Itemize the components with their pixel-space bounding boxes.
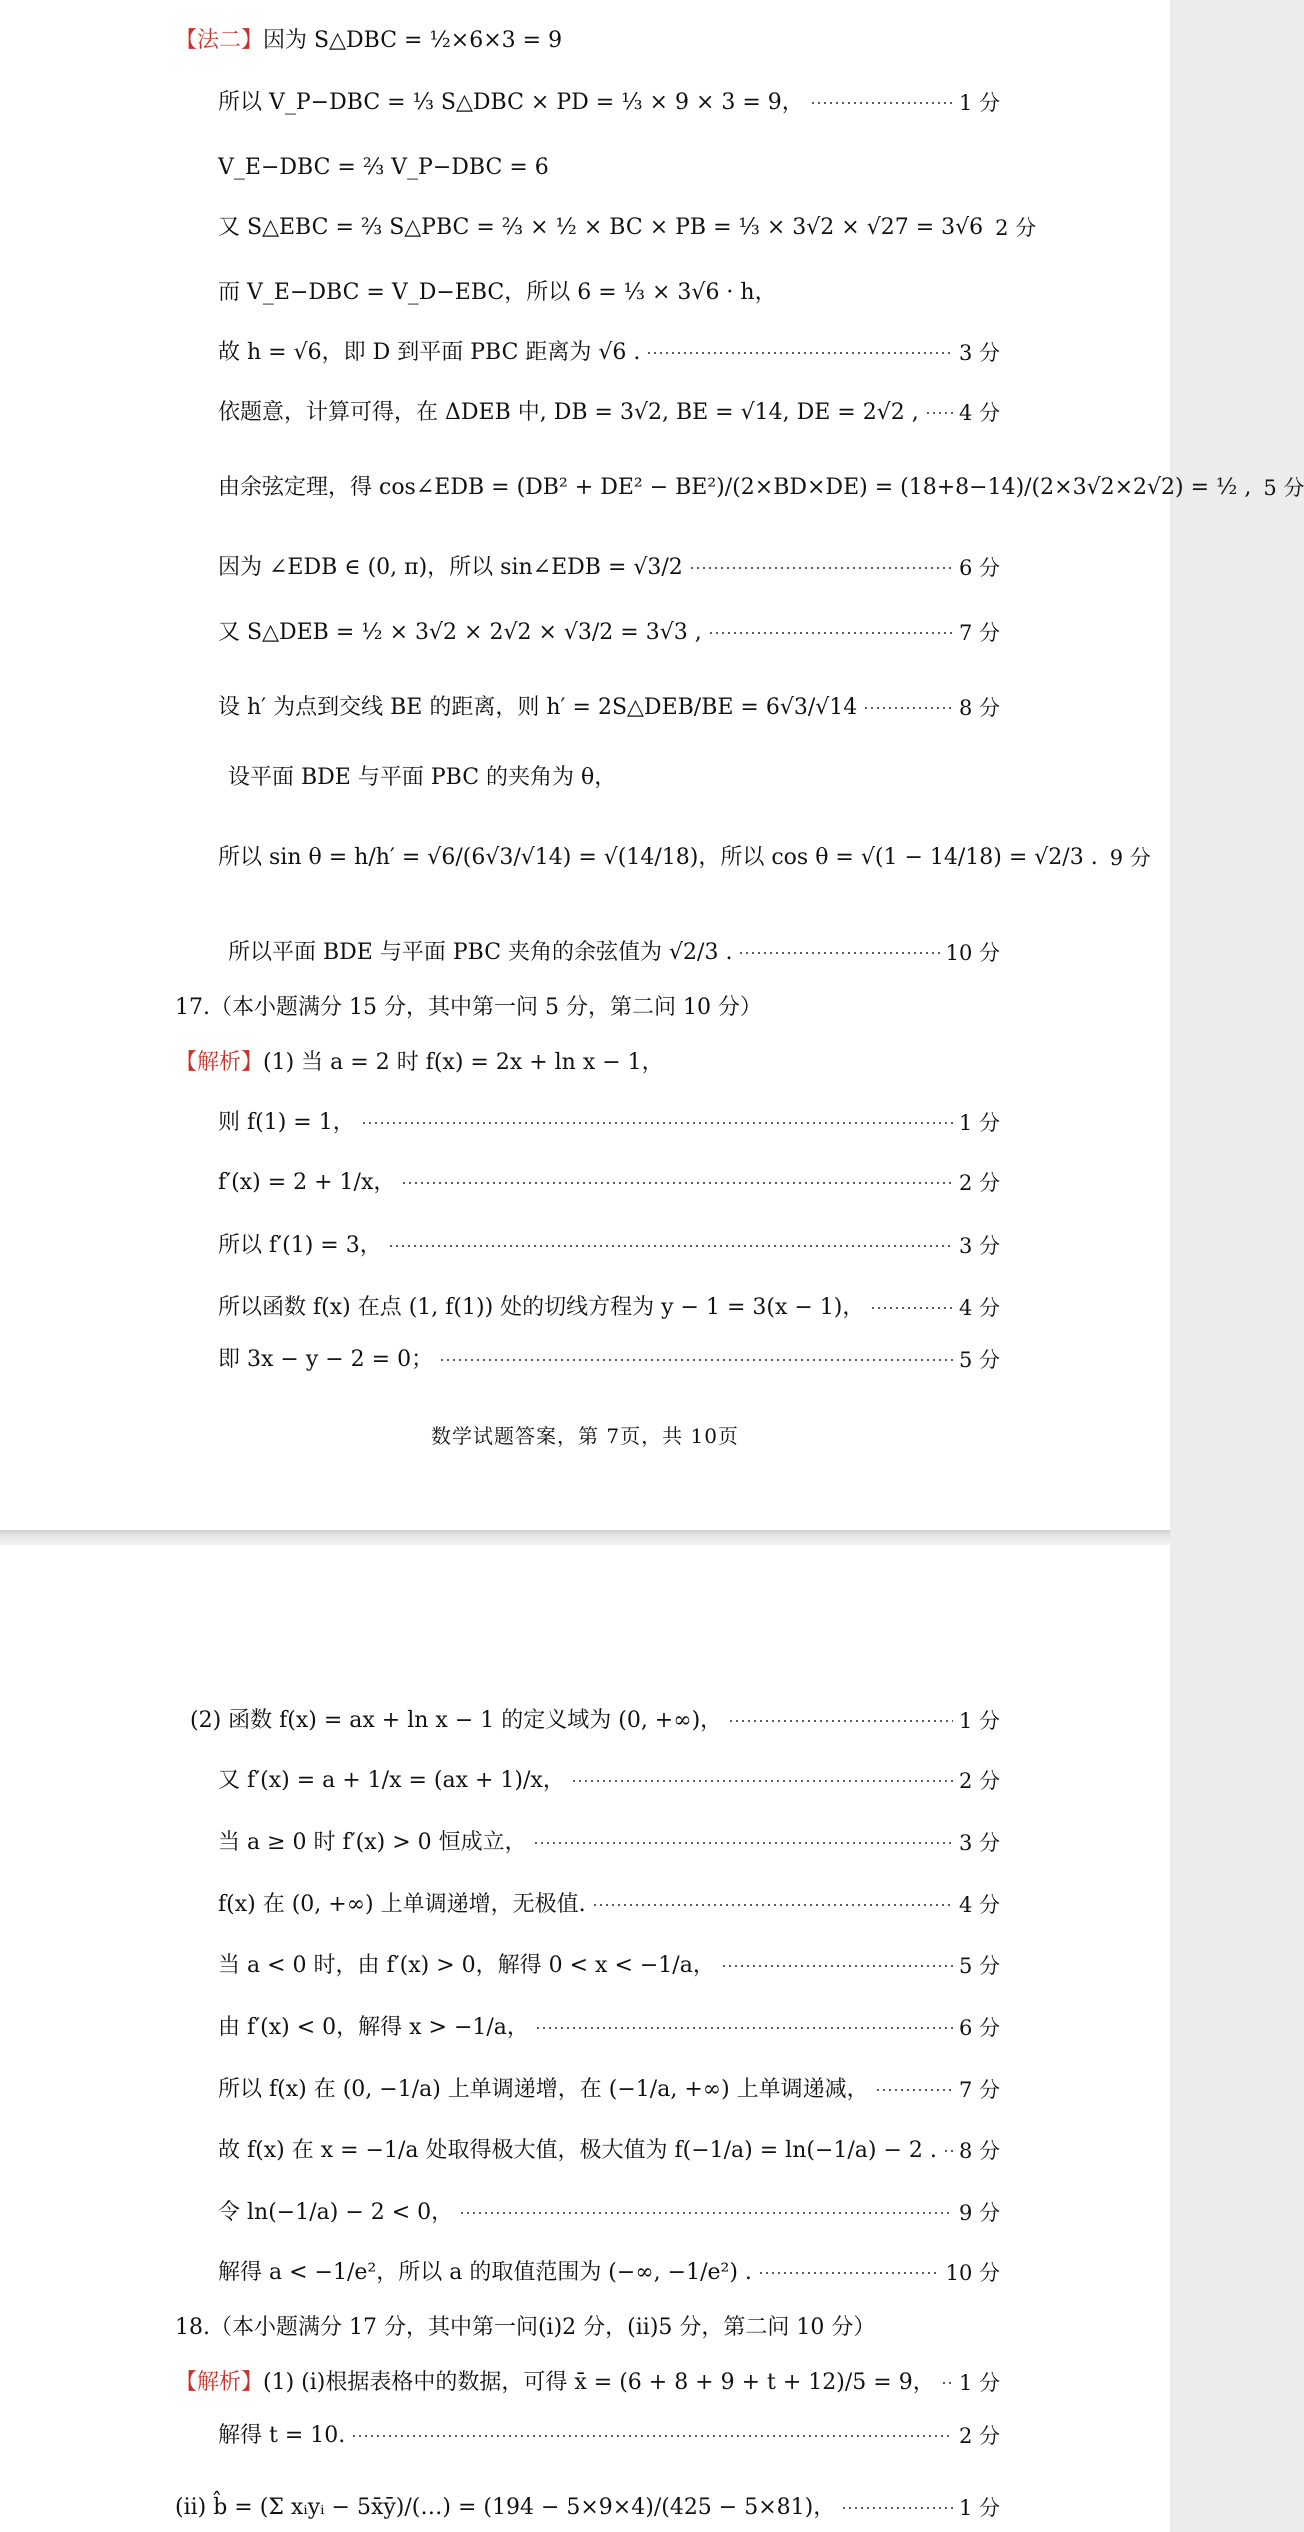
- score-mark: 1 分: [958, 2370, 1000, 2395]
- solution-text: 故 f(x) 在 x = −1/a 处取得极大值，极大值为 f(−1/a) = ln(−1/a) − 2 .: [218, 2138, 937, 2163]
- leader-dots: [728, 1720, 953, 1722]
- leader-dots: [689, 567, 953, 569]
- solution-line: [218, 2200, 1000, 2225]
- score-mark: 2 分: [958, 2423, 1000, 2448]
- score-mark: 7 分: [958, 620, 1000, 645]
- solution-text: 18.（本小题满分 17 分，其中第一问(i)2 分，(ii)5 分，第二问 10 分）: [175, 2315, 876, 2340]
- solution-text: 【法二】 因为 S△DBC = ½×6×3 = 9: [175, 28, 563, 53]
- solution-line: [218, 845, 1151, 870]
- score-mark: 3 分: [958, 1233, 1000, 1258]
- solution-text: (2) 函数 f(x) = ax + ln x − 1 的定义域为 (0, +∞)，: [190, 1708, 723, 1733]
- solution-line: [218, 280, 1000, 305]
- solution-line: [218, 2423, 1000, 2448]
- leader-dots: [721, 1965, 953, 1967]
- solution-text: 即 3x − y − 2 = 0；: [218, 1347, 434, 1372]
- solution-line: [175, 1050, 1000, 1075]
- score-mark: 8 分: [958, 2138, 1000, 2163]
- solution-line: [218, 2138, 1000, 2163]
- page-footer: 数学试题答案，第 7页，共 10页: [431, 1424, 739, 1448]
- solution-line: [218, 1892, 1000, 1917]
- leader-dots: [646, 352, 953, 354]
- score-mark: 2 分: [958, 1768, 1000, 1793]
- solution-line: [218, 90, 1000, 115]
- score-mark: 4 分: [958, 1892, 1000, 1917]
- solution-text: 【解析】 (1) 当 a = 2 时 f(x) = 2x + ln x − 1，: [175, 1050, 664, 1075]
- score-mark: 5 分: [958, 1347, 1000, 1372]
- leader-dots: [863, 707, 953, 709]
- solution-text: 所以 V_P−DBC = ⅓ S△DBC × PD = ⅓ × 9 × 3 = 9，: [218, 90, 804, 115]
- solution-line: [175, 2315, 1000, 2340]
- solution-line: [218, 1170, 1000, 1195]
- leader-dots: [401, 1182, 953, 1184]
- solution-text: 因为 ∠EDB ∈ (0, π)，所以 sin∠EDB = √3/2: [218, 555, 683, 580]
- solution-text: 又 S△DEB = ½ × 3√2 × 2√2 × √3/2 = 3√3 ,: [218, 620, 702, 645]
- leader-dots: [361, 1122, 953, 1124]
- solution-line: [228, 940, 1000, 965]
- leader-dots: [439, 1359, 953, 1361]
- score-mark: 3 分: [958, 1830, 1000, 1855]
- leader-dots: [535, 2027, 953, 2029]
- score-mark: 6 分: [958, 555, 1000, 580]
- solution-line: [218, 2260, 1000, 2285]
- solution-line: [175, 995, 1000, 1020]
- solution-text: V_E−DBC = ⅔ V_P−DBC = 6: [218, 155, 549, 180]
- score-mark: 4 分: [958, 1295, 1000, 1320]
- solution-text: 由余弦定理，得 cos∠EDB = (DB² + DE² − BE²)/(2×BD×DE) = (18+8−14)/(2×3√2×2√2) = ½ ,: [218, 475, 1252, 500]
- solution-line: [218, 1295, 1000, 1320]
- solution-text: 所以 f(x) 在 (0, −1/a) 上单调递增，在 (−1/a, +∞) 上单调递减，: [218, 2077, 869, 2102]
- score-mark: 6 分: [958, 2015, 1000, 2040]
- solution-line: [218, 1830, 1000, 1855]
- score-mark: 7 分: [958, 2077, 1000, 2102]
- solution-text: 依题意，计算可得，在 ΔDEB 中, DB = 3√2, BE = √14, DE = 2√2 ,: [218, 400, 919, 425]
- solution-text: 所以 f′(1) = 3，: [218, 1233, 382, 1258]
- solution-text: 令 ln(−1/a) − 2 < 0，: [218, 2200, 454, 2225]
- solution-line: [175, 2495, 1000, 2520]
- leader-dots: [875, 2089, 953, 2091]
- solution-line: [218, 1233, 1000, 1258]
- score-mark: 3 分: [958, 340, 1000, 365]
- solution-line: [218, 620, 1000, 645]
- solution-line: [218, 1110, 1000, 1135]
- solution-text: 又 f′(x) = a + 1/x = (ax + 1)/x，: [218, 1768, 565, 1793]
- solution-text: 则 f(1) = 1，: [218, 1110, 355, 1135]
- solution-line: [218, 400, 1000, 425]
- solution-text: (ii) b̂ = (Σ xᵢyᵢ − 5x̄ȳ)/(…) = (194 − 5×9×4)/(425 − 5×81)，: [175, 2495, 836, 2520]
- solution-text: 由 f′(x) < 0，解得 x > −1/a，: [218, 2015, 529, 2040]
- solution-text: 17.（本小题满分 15 分，其中第一问 5 分，第二问 10 分）: [175, 995, 762, 1020]
- solution-text: 故 h = √6，即 D 到平面 PBC 距离为 √6 .: [218, 340, 641, 365]
- solution-line: [218, 1347, 1000, 1372]
- solution-line: [190, 1708, 1000, 1733]
- score-mark: 5 分: [1263, 475, 1304, 500]
- solution-line: [218, 1953, 1000, 1978]
- leader-dots: [592, 1904, 953, 1906]
- page-separator: [0, 1530, 1170, 1545]
- score-mark: 8 分: [958, 695, 1000, 720]
- solution-text: 所以函数 f(x) 在点 (1, f(1)) 处的切线方程为 y − 1 = 3(x − 1)，: [218, 1295, 865, 1320]
- score-mark: 5 分: [958, 1953, 1000, 1978]
- leader-dots: [943, 2150, 953, 2152]
- leader-dots: [810, 102, 953, 104]
- score-mark: 2 分: [995, 215, 1037, 240]
- leader-dots: [533, 1842, 953, 1844]
- solution-line: [218, 555, 1000, 580]
- solution-text: 设平面 BDE 与平面 PBC 的夹角为 θ，: [228, 765, 617, 790]
- solution-line: [218, 695, 1000, 720]
- solution-line: [218, 2015, 1000, 2040]
- solution-text: 而 V_E−DBC = V_D−EBC，所以 6 = ⅓ × 3√6 · h，: [218, 280, 777, 305]
- solution-text: 所以平面 BDE 与平面 PBC 夹角的余弦值为 √2/3 .: [228, 940, 733, 965]
- solution-text: 当 a ≥ 0 时 f′(x) > 0 恒成立，: [218, 1830, 527, 1855]
- solution-text: 设 h′ 为点到交线 BE 的距离，则 h′ = 2S△DEB/BE = 6√3/√14: [218, 695, 858, 720]
- score-mark: 9 分: [958, 2200, 1000, 2225]
- solution-text: 解得 t = 10.: [218, 2423, 346, 2448]
- solution-text: f(x) 在 (0, +∞) 上单调递增，无极值.: [218, 1892, 586, 1917]
- solution-line: [218, 475, 1304, 500]
- solution-line: [218, 215, 1037, 240]
- solution-line: [218, 155, 1000, 180]
- score-mark: 1 分: [958, 1110, 1000, 1135]
- leader-dots: [841, 2507, 953, 2509]
- score-mark: 1 分: [958, 90, 1000, 115]
- solution-line: [175, 2370, 1000, 2395]
- score-mark: 1 分: [958, 1708, 1000, 1733]
- score-mark: 4 分: [958, 400, 1000, 425]
- solution-text: 所以 sin θ = h/h′ = √6/(6√3/√14) = √(14/18)，所以 cos θ = √(1 − 14/18) = √2/3 .: [218, 845, 1098, 870]
- solution-text: 又 S△EBC = ⅔ S△PBC = ⅔ × ½ × BC × PB = ⅓ × 3√2 × √27 = 3√6: [218, 215, 984, 240]
- solution-line: [218, 2077, 1000, 2102]
- score-mark: 10 分: [945, 940, 1000, 965]
- leader-dots: [870, 1307, 953, 1309]
- score-mark: 10 分: [945, 2260, 1000, 2285]
- solution-text: 解得 a < −1/e²，所以 a 的取值范围为 (−∞, −1/e²) .: [218, 2260, 752, 2285]
- solution-text: f′(x) = 2 + 1/x，: [218, 1170, 396, 1195]
- solution-line: [175, 28, 1000, 53]
- score-mark: 9 分: [1109, 845, 1151, 870]
- solution-text: 当 a < 0 时，由 f′(x) > 0，解得 0 < x < −1/a，: [218, 1953, 715, 1978]
- score-mark: 1 分: [958, 2495, 1000, 2520]
- solution-line: [228, 765, 1000, 790]
- leader-dots: [571, 1780, 953, 1782]
- leader-dots: [459, 2212, 953, 2214]
- leader-dots: [738, 952, 939, 954]
- score-mark: 2 分: [958, 1170, 1000, 1195]
- leader-dots: [388, 1245, 953, 1247]
- solution-line: [218, 1768, 1000, 1793]
- leader-dots: [758, 2272, 940, 2274]
- leader-dots: [351, 2435, 953, 2437]
- leader-dots: [941, 2382, 953, 2384]
- leader-dots: [925, 412, 953, 414]
- solution-text: 【解析】 (1) (i)根据表格中的数据，可得 x̄ = (6 + 8 + 9 + t + 12)/5 = 9，: [175, 2370, 935, 2395]
- solution-line: [218, 340, 1000, 365]
- leader-dots: [708, 632, 953, 634]
